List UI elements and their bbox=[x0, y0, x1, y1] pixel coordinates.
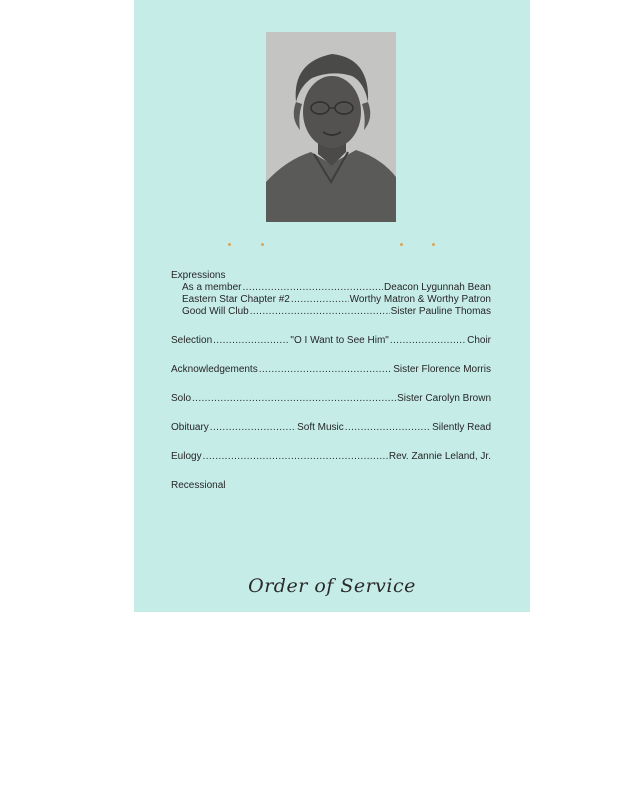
dot-leader bbox=[213, 335, 289, 347]
dot-leader bbox=[345, 422, 431, 434]
service-label: Solo bbox=[171, 393, 192, 404]
portrait-image bbox=[266, 32, 396, 222]
service-label: Recessional bbox=[171, 480, 226, 491]
service-middle: Soft Music bbox=[297, 422, 344, 433]
expressions-heading: Expressions bbox=[171, 270, 226, 281]
dot-leader bbox=[242, 282, 383, 294]
program-page bbox=[134, 0, 530, 612]
service-label: Obituary bbox=[171, 422, 209, 433]
service-value: Silently Read bbox=[432, 422, 491, 433]
dot-leader bbox=[259, 364, 392, 376]
expressions-item bbox=[171, 282, 491, 294]
service-value: Choir bbox=[467, 335, 492, 346]
expressions-group bbox=[171, 270, 491, 318]
service-row-acknowledgements bbox=[171, 364, 491, 376]
expressions-item-value: Sister Pauline Thomas bbox=[390, 306, 491, 317]
service-row-eulogy bbox=[171, 451, 491, 463]
expressions-item bbox=[171, 306, 491, 318]
dot-leader bbox=[250, 306, 390, 318]
expressions-item bbox=[171, 294, 491, 306]
dot-leader bbox=[210, 422, 296, 434]
expressions-item-label: Good Will Club bbox=[182, 306, 249, 317]
dot-leader bbox=[203, 451, 388, 463]
dot-leader bbox=[390, 335, 466, 347]
service-row-recessional bbox=[171, 480, 491, 492]
service-row-obituary bbox=[171, 422, 491, 434]
expressions-item-label: Eastern Star Chapter #2 bbox=[182, 294, 290, 305]
portrait-photo bbox=[266, 32, 396, 222]
fold-marks bbox=[134, 243, 530, 249]
expressions-item-value: Worthy Matron & Worthy Patron bbox=[349, 294, 491, 305]
dot-leader bbox=[291, 294, 349, 306]
page-title: Order of Service bbox=[248, 575, 416, 597]
service-row-solo bbox=[171, 393, 491, 405]
service-label: Acknowledgements bbox=[171, 364, 258, 375]
service-value: Rev. Zannie Leland, Jr. bbox=[388, 451, 491, 462]
service-row-selection bbox=[171, 335, 491, 347]
service-value: Sister Carolyn Brown bbox=[397, 393, 491, 404]
service-label: Eulogy bbox=[171, 451, 202, 462]
expressions-item-value: Deacon Lygunnah Bean bbox=[384, 282, 491, 293]
order-of-service-list bbox=[171, 270, 491, 492]
dot-leader bbox=[192, 393, 396, 405]
service-label: Selection bbox=[171, 335, 213, 346]
service-middle: "O I Want to See Him" bbox=[290, 335, 389, 346]
service-value: Sister Florence Morris bbox=[393, 364, 491, 375]
expressions-item-label: As a member bbox=[182, 282, 242, 293]
